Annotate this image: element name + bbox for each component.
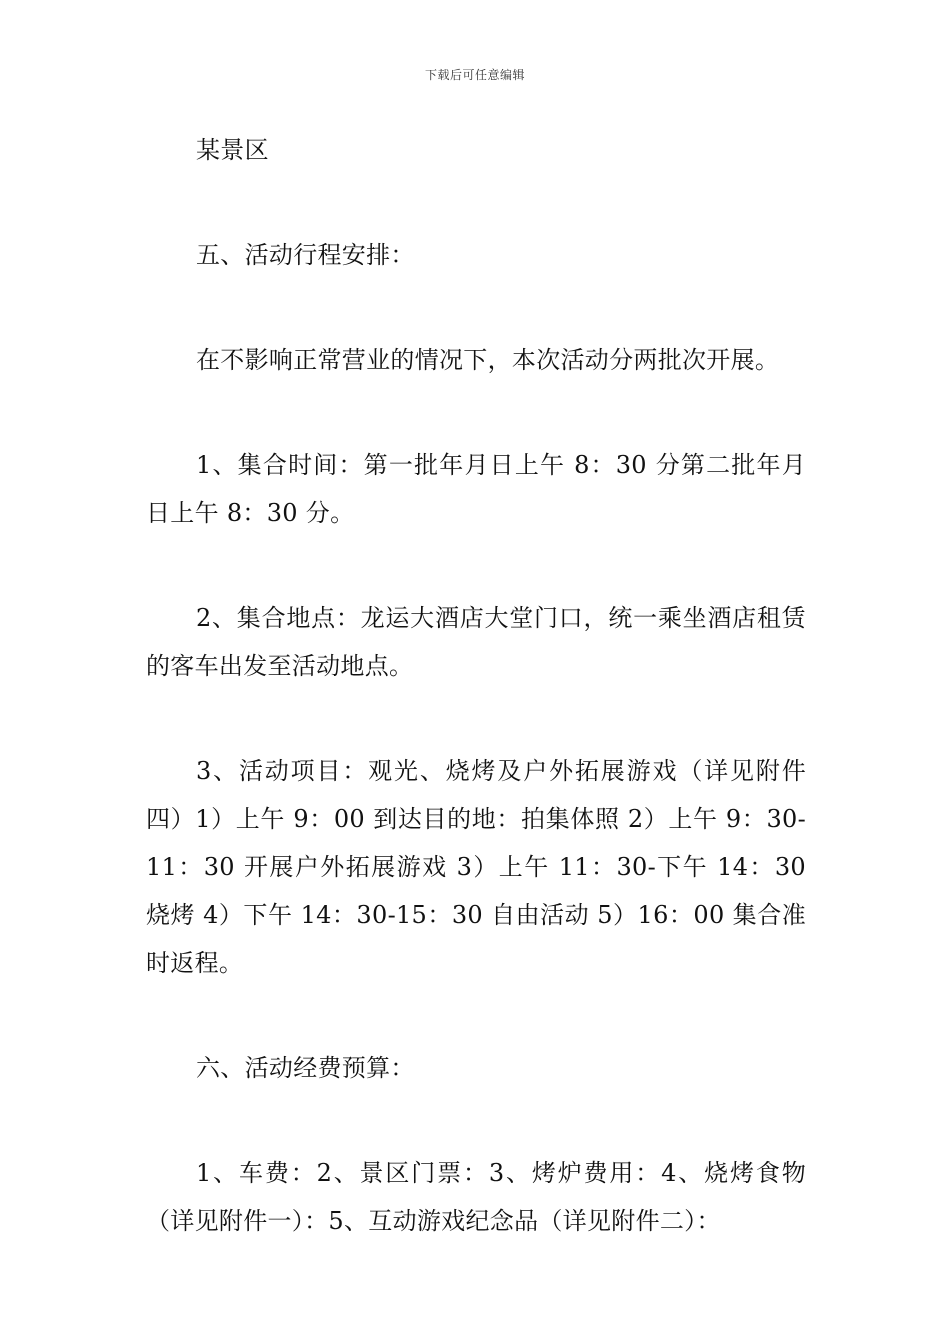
page-header: 下载后可任意编辑 [424, 68, 525, 82]
paragraph-meeting-time: 1、集合时间：第一批年月日上午 8：30 分第二批年月日上午 8：30 分。 [146, 451, 806, 527]
paragraph-scenic-area: 某景区 [196, 136, 269, 164]
paragraph-meeting-place: 2、集合地点：龙运大酒店大堂门口，统一乘坐酒店租赁的客车出发至活动地点。 [146, 604, 806, 680]
section-heading-itinerary: 五、活动行程安排： [196, 241, 415, 269]
section-heading-budget: 六、活动经费预算： [196, 1054, 415, 1082]
paragraph-activity-items: 3、活动项目：观光、烧烤及户外拓展游戏（详见附件四）1）上午 9：00 到达目的地：拍集体照 2）上午 9：30-11：30 开展户外拓展游戏 3）上午 11：30-下午 14：30 烧烤 4）下午 14：30-15：30 自由活动 5）16：00 集合准时返程。 [146, 757, 806, 977]
paragraph-intro: 在不影响正常营业的情况下，本次活动分两批次开展。 [196, 346, 780, 374]
paragraph-budget-items: 1、车费：2、景区门票：3、烤炉费用：4、烧烤食物（详见附件一）：5、互动游戏纪念品（详见附件二）： [146, 1159, 806, 1235]
document-body [146, 126, 806, 1302]
